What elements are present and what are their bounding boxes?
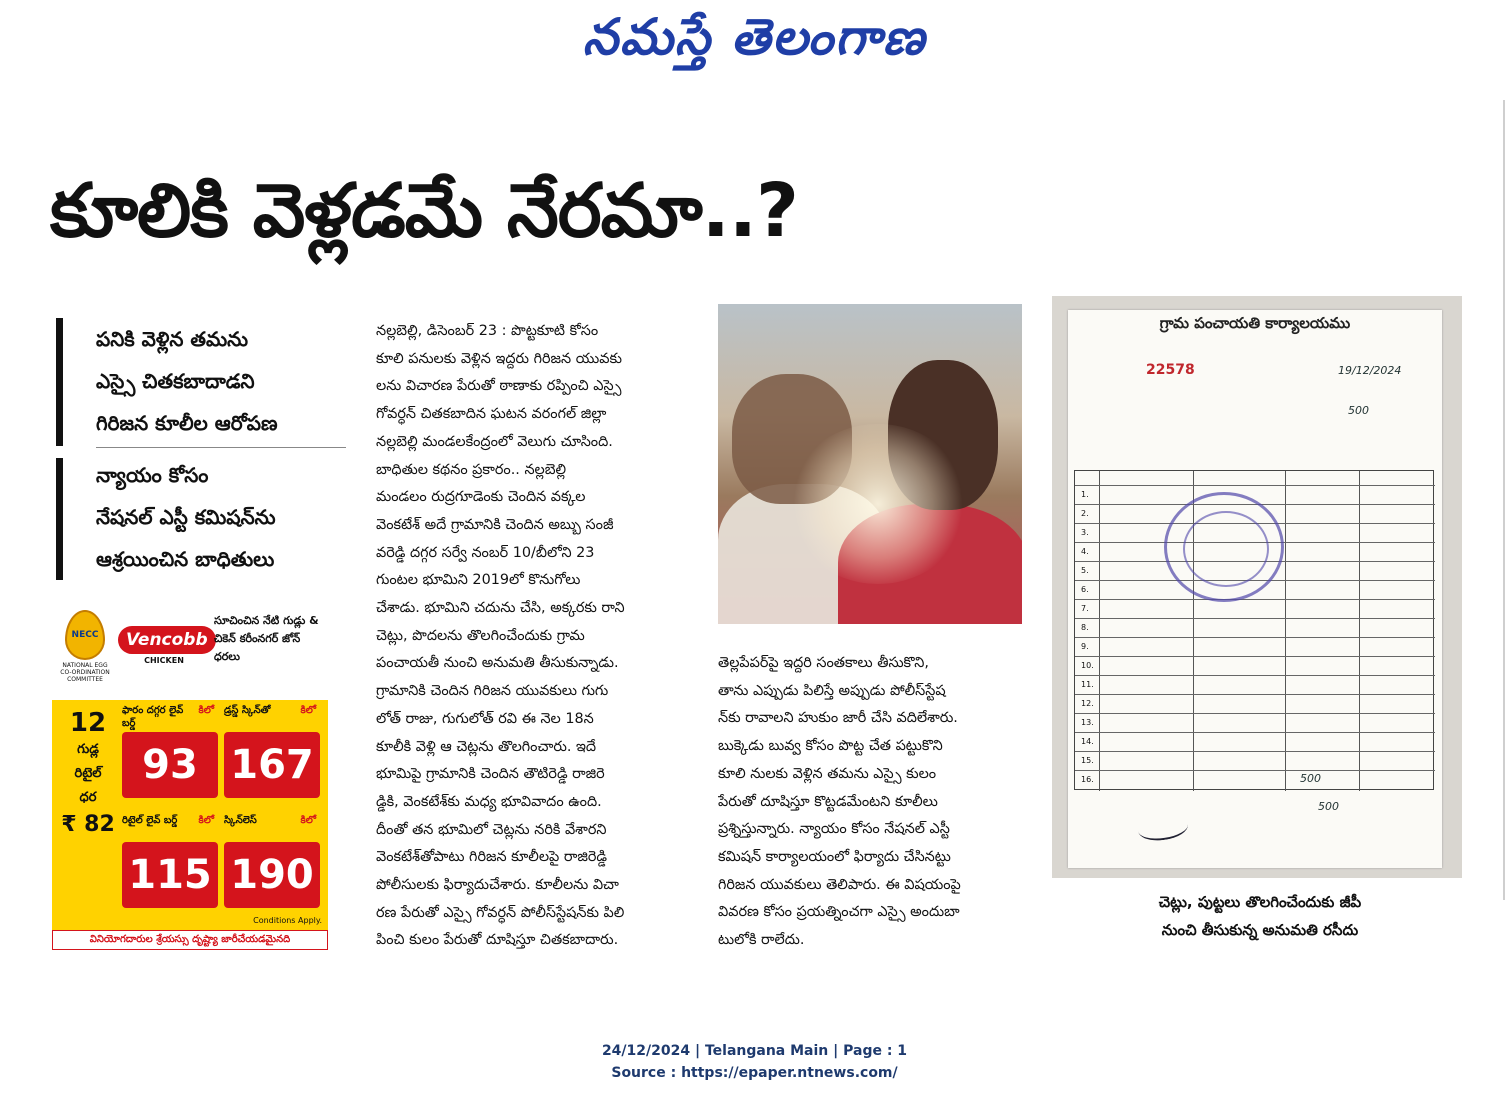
row-number: 13. xyxy=(1081,718,1094,727)
article-line: తాను ఎప్పుడు పిలిస్తే అప్పుడు పోలీస్‌స్టేష xyxy=(718,682,946,699)
subhead-line: న్యాయం కోసం xyxy=(96,463,209,487)
egg-word: గుడ్ల xyxy=(77,742,99,757)
row-number: 10. xyxy=(1081,661,1094,670)
table-row xyxy=(1075,694,1435,713)
receipt-total: 500 xyxy=(1318,800,1339,813)
row-number: 4. xyxy=(1081,547,1089,556)
row-number: 16. xyxy=(1081,775,1094,784)
table-row xyxy=(1075,713,1435,732)
article-line: గ్రామానికి చెందిన గిరిజన యువకులు గుగు xyxy=(376,683,609,700)
article-line: గిరిజన యువకులు తెలిపారు. ఈ విషయంపై xyxy=(718,876,961,893)
receipt-title: గ్రామ పంచాయతి కార్యాలయము xyxy=(1159,314,1351,332)
subhead-bar xyxy=(56,318,63,446)
egg-price: ₹ 82 xyxy=(61,812,115,837)
subhead-line: గిరిజన కూలీల ఆరోపణ xyxy=(96,411,278,435)
newspaper-title: నమస్తే తెలంగాణ xyxy=(582,8,927,66)
retail-word: రిటైల్ xyxy=(74,766,102,781)
article-line: పేరుతో దూషిస్తూ కొట్టడమేంటని కూలీలు xyxy=(718,793,938,810)
row-number: 14. xyxy=(1081,737,1094,746)
vencobb-sub: CHICKEN xyxy=(144,656,184,665)
article-line: న్‌కు రావాలని హుకుం జారీ చేసి వదిలేశారు. xyxy=(718,710,958,727)
item-label: ఫారం దగ్గర లైవ్ బర్డ్ xyxy=(122,705,184,729)
article-line: వరెడ్డి దగ్గర సర్వే నంబర్ 10/బీలోని 23 xyxy=(376,544,595,561)
price-word: ధర xyxy=(79,790,97,805)
receipt-date: 19/12/2024 xyxy=(1338,364,1402,377)
table-row xyxy=(1075,599,1435,618)
price-value: 190 xyxy=(224,842,320,908)
article-line: కూలి పనులకు వెళ్లిన ఇద్దరు గిరిజన యువకు xyxy=(376,350,622,367)
article-line: పించి కులం పేరుతో దూషిస్తూ చితకబాదారు. xyxy=(376,932,619,949)
column-rule xyxy=(1503,100,1505,900)
article-line: పోలీసులకు ఫిర్యాదుచేశారు. కూలీలను విచా xyxy=(376,877,619,894)
article-line: చెట్లు, పొదలను తొలగించేందుకు గ్రామ xyxy=(376,627,585,644)
article-line: మండలం రుద్రగూడెంకు చెందిన వక్కల xyxy=(376,489,586,506)
headline-text: కూలికి వెళ్లడమే నేరమా..? xyxy=(50,168,798,254)
table-row xyxy=(1075,618,1435,637)
caption-line: నుంచి తీసుకున్న అనుమతి రసీదు xyxy=(1161,921,1359,939)
necc-label: NECC xyxy=(71,630,99,640)
price-value: 93 xyxy=(122,732,218,798)
article-line: ప్రశ్నిస్తున్నారు. న్యాయం కోసం నేషనల్ ఎస్టీ xyxy=(718,821,950,838)
caption-line: చెట్లు, పుట్టలు తొలగించేందుకు జీపీ xyxy=(1158,893,1362,911)
price-cell xyxy=(122,704,218,802)
article-line: పంచాయతీ నుంచి అనుమతి తీసుకున్నాడు. xyxy=(376,655,619,672)
receipt-amount: 500 xyxy=(1348,404,1369,417)
price-value: 115 xyxy=(122,842,218,908)
item-label: స్కిన్‌లెస్ xyxy=(224,815,257,826)
conditions-text: Conditions Apply. xyxy=(253,916,322,925)
table-row xyxy=(1075,675,1435,694)
sun-glare xyxy=(788,424,968,584)
article-line: వివరణ కోసం ప్రయత్నించగా ఎస్సై అందుబా xyxy=(718,904,960,921)
article-photo xyxy=(718,304,1022,624)
article-line: బుక్కెడు బువ్వ కోసం పొట్ట చేత పట్టుకొని xyxy=(718,738,943,755)
article-line: నల్లబెల్లి, డిసెంబర్ 23 : పొట్టకూటి కోసం xyxy=(376,323,599,339)
article-line: వెంకటేశ్ అదే గ్రామానికి చెందిన అబ్బు సంజీ xyxy=(376,516,614,533)
row-number: 15. xyxy=(1081,756,1094,765)
subhead-line: నేషనల్ ఎస్టీ కమిషన్‌ను xyxy=(96,505,276,529)
table-row xyxy=(1075,751,1435,770)
masthead xyxy=(0,8,1509,78)
necc-logo xyxy=(58,610,112,694)
row-number: 2. xyxy=(1081,509,1089,518)
price-cell xyxy=(224,704,320,802)
article-line: గోవర్ధన్ చితకబాదిన ఘటన వరంగల్ జిల్లా xyxy=(376,406,607,423)
subheads xyxy=(96,318,356,580)
article-line: భూమిపై గ్రామానికి చెందిన తౌటిరెడ్డి రాజిరె xyxy=(376,766,605,783)
article-column-1 xyxy=(376,318,694,955)
chicken-price-ad xyxy=(52,604,328,950)
unit-label: కిలో xyxy=(198,705,214,716)
article-line: బాధితుల కథనం ప్రకారం.. నల్లబెల్లి xyxy=(376,461,567,478)
receipt-number: 22578 xyxy=(1146,362,1195,378)
article-line: లను విచారణ పేరుతో ఠాణాకు రప్పించి ఎస్సై xyxy=(376,378,622,395)
price-cell xyxy=(122,814,218,912)
ad-header xyxy=(52,604,328,700)
headline xyxy=(50,168,1470,288)
price-value: 167 xyxy=(224,732,320,798)
row-number: 3. xyxy=(1081,528,1089,537)
necc-name: NATIONAL EGG CO-ORDINATION COMMITTEE xyxy=(60,662,110,683)
article-line: కూలీకి వెళ్లి ఆ చెట్లను తొలగించారు. ఇదే xyxy=(376,738,597,755)
subhead-line: పనికి వెళ్లిన తమను xyxy=(96,327,249,351)
item-label: రిటైల్ లైవ్ బర్డ్ xyxy=(122,815,178,826)
row-number: 11. xyxy=(1081,680,1094,689)
vencobb-brand: Vencobb xyxy=(118,626,216,654)
subhead-bar xyxy=(56,458,63,580)
panchayat-stamp xyxy=(1164,492,1284,602)
row-amount: 500 xyxy=(1300,772,1321,785)
egg-icon xyxy=(65,610,105,660)
row-number: 1. xyxy=(1081,490,1089,499)
article-line: తెల్లపేపర్‌పై ఇద్దరి సంతకాలు తీసుకొని, xyxy=(718,655,929,671)
footer-date-line: 24/12/2024 | Telangana Main | Page : 1 xyxy=(601,1043,908,1059)
row-number: 9. xyxy=(1081,642,1089,651)
subhead-line: ఎస్సై చితకబాదాడని xyxy=(96,369,255,393)
unit-label: కిలో xyxy=(198,815,214,826)
row-number: 12. xyxy=(1081,699,1094,708)
ad-heading: సూచించిన నేటి గుడ్లు & చికెన్ కరీంనగర్ జోన్ ధరలు xyxy=(214,614,319,663)
footer-source-line: Source : https://epaper.ntnews.com/ xyxy=(611,1065,898,1081)
item-label: డ్రస్డ్ స్కిన్‌తో xyxy=(224,705,271,716)
row-number: 6. xyxy=(1081,585,1089,594)
article-line: చేశాడు. భూమిని చదును చేసి, అక్కరకు రాని xyxy=(376,600,625,617)
ad-footer: వినియోగదారుల శ్రేయస్సు దృష్ట్యా జారీచేయడమైనది xyxy=(52,930,328,950)
signature xyxy=(1137,813,1190,844)
unit-label: కిలో xyxy=(300,705,316,716)
table-row xyxy=(1075,770,1435,789)
article-line: దీంతో తన భూమిలో చెట్లను నరికి వేశారని xyxy=(376,821,607,838)
table-row xyxy=(1075,637,1435,656)
egg-price-block xyxy=(58,708,118,908)
egg-count: 12 xyxy=(69,708,107,738)
article-line: డ్డికి, వెంకటేశ్‌కు మధ్య భూవివాదం ఉంది. xyxy=(376,793,602,810)
table-row xyxy=(1075,656,1435,675)
subhead-divider xyxy=(96,447,346,448)
receipt-photo xyxy=(1052,296,1462,878)
subhead-line: ఆశ్రయించిన బాధితులు xyxy=(96,547,275,571)
table-row xyxy=(1075,732,1435,751)
article-line: వెంకటేశ్‌తోపాటు గిరిజన కూలీలపై రాజిరెడ్డి xyxy=(376,849,608,866)
article-line: రణ పేరుతో ఎస్సై గోవర్ధన్ పోలీస్‌స్టేషన్‌కు పిలి xyxy=(376,904,625,921)
article-column-2 xyxy=(718,650,1026,955)
receipt-paper xyxy=(1068,310,1442,868)
row-number: 5. xyxy=(1081,566,1089,575)
photo-caption xyxy=(1060,888,1460,944)
article-line: టులోకి రాలేదు. xyxy=(718,932,805,949)
article-line: నల్లబెల్లి మండలకేంద్రంలో వెలుగు చూసింది. xyxy=(376,433,613,450)
page-footer xyxy=(0,1040,1509,1084)
article-line: కమిషన్ కార్యాలయంలో ఫిర్యాదు చేసినట్టు xyxy=(718,848,951,865)
unit-label: కిలో xyxy=(300,815,316,826)
price-cell xyxy=(224,814,320,912)
vencobb-logo xyxy=(118,610,210,690)
article-line: గుంటల భూమిని 2019లో కొనుగోలు xyxy=(376,572,581,589)
article-line: కూలి నులకు వెళ్లిన తమను ఎస్సై కులం xyxy=(718,765,937,782)
row-number: 8. xyxy=(1081,623,1089,632)
row-number: 7. xyxy=(1081,604,1089,613)
article-line: లోత్ రాజు, గుగులోత్ రవి ఈ నెల 18న xyxy=(376,710,594,727)
